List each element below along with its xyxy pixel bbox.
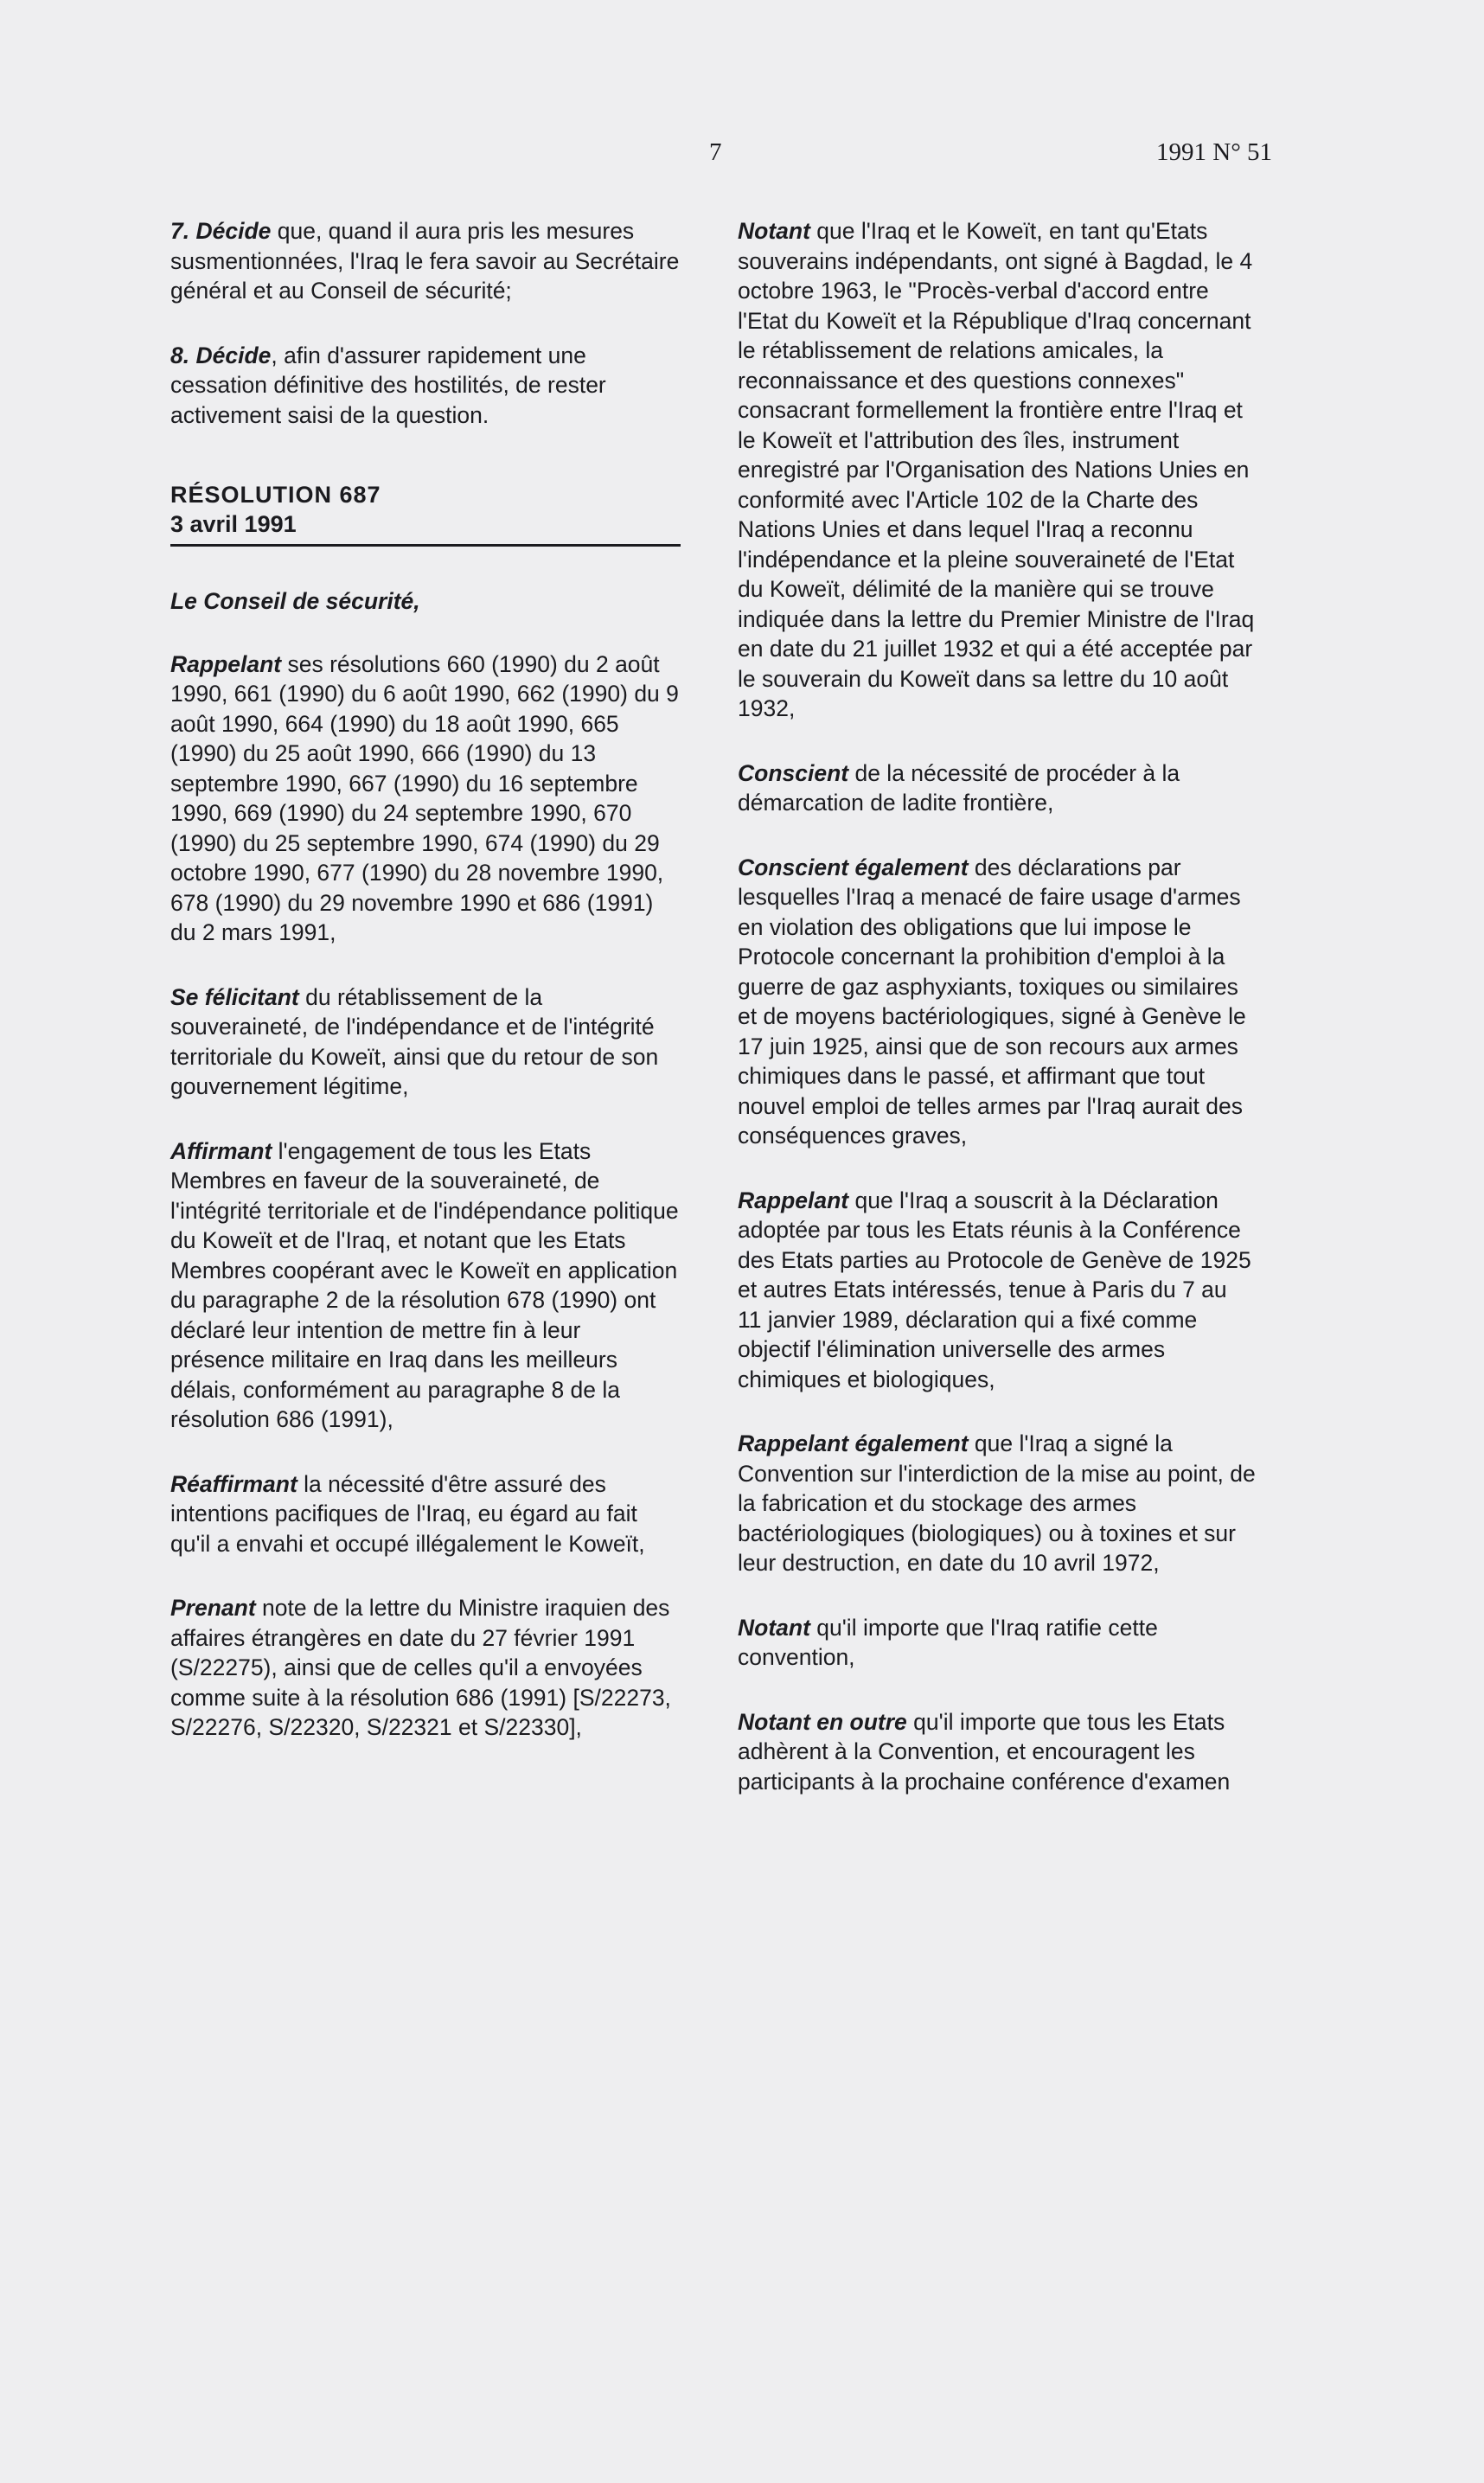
- paragraph-text: , afin d'assurer rapidement une cessation définitive des hostilités, de rester activement saisi de la question.: [170, 342, 606, 428]
- paragraph-text: de la nécessité de procéder à la démarcation de ladite frontière,: [738, 759, 1180, 816]
- paragraph-lead: Affirmant: [170, 1137, 272, 1164]
- paragraph-text: note de la lettre du Ministre iraquien des affaires étrangères en date du 27 février 1991 (S/22275), ainsi que de celles qu'il a envoyées comme suite à la résolution 686 (1991) [S/22273, S/22276, S/22320, S/22321 et S/22330],: [170, 1595, 671, 1740]
- paragraph-lead: Rappelant également: [738, 1430, 969, 1456]
- paragraph-lead: Conscient: [738, 759, 849, 786]
- paragraph-text: ses résolutions 660 (1990) du 2 août 1990, 661 (1990) du 6 août 1990, 662 (1990) du 9 août 1990, 664 (1990) du 18 août 1990, 665 (1990) du 25 août 1990, 666 (1990) du 13 septembre 1990, 667 (1990) du 16 septembre 1990, 669 (1990) du 24 septembre 1990, 670 (1990) du 25 septembre 1990, 674 (1990) du 29 octobre 1990, 677 (1990) du 28 novembre 1990, 678 (1990) du 29 novembre 1990 et 686 (1991) du 2 mars 1991,: [170, 650, 679, 945]
- paragraph-conscient: [738, 758, 1257, 818]
- paragraph-text: des déclarations par lesquelles l'Iraq a menacé de faire usage d'armes en violation des obligations que lui impose le Protocole concernant la prohibition d'emploi à la guerre de gaz asphyxiants, toxiques ou similaires et de moyens bactériologiques, signé à Genève le 17 juin 1925, ainsi que de son recours aux armes chimiques dans le passé, et affirmant que tout nouvel emploi de telles armes par l'Iraq aurait des conséquences graves,: [738, 854, 1246, 1149]
- paragraph-text: qu'il importe que tous les Etats adhèrent à la Convention, et encouragent les participants à la prochaine conférence d'examen: [738, 1708, 1231, 1795]
- paragraph-lead: Se félicitant: [170, 983, 299, 1010]
- paragraph-lead: Rappelant: [170, 650, 282, 677]
- page-number: 7: [709, 138, 722, 166]
- resolution-title: RÉSOLUTION 687: [170, 482, 381, 508]
- paragraph-lead: 8. Décide: [170, 342, 272, 368]
- paragraph-lead: Notant: [738, 1614, 810, 1641]
- paragraph-text: que l'Iraq a souscrit à la Déclaration adoptée par tous les Etats réunis à la Conférence des Etats parties au Protocole de Genève de 1925 et autres Etats intéressés, tenue à Paris du 7 au 11 janvier 1989, déclaration qui a fixé comme objectif l'élimination universelle des armes chimiques et biologiques,: [738, 1187, 1251, 1392]
- paragraph-text: que l'Iraq et le Koweït, en tant qu'Etats souverains indépendants, ont signé à Bagdad, le 4 octobre 1963, le "Procès-verbal d'accord entre l'Etat du Koweït et la République d'Iraq concernant le rétablissement de relations amicales, la reconnaissance et des questions connexes" consacrant formellement la frontière entre l'Iraq et le Koweït et l'attribution des îles, instrument enregistré par l'Organisation des Nations Unies en conformité avec l'Article 102 de la Charte des Nations Unies et dans lequel l'Iraq a reconnu l'indépendance et la pleine souveraineté de l'Etat du Koweït, délimité de la manière qui se trouve indiquée dans la lettre du Premier Ministre de l'Iraq en date du 21 juillet 1932 et qui a été acceptée par le souverain du Koweït dans sa lettre du 10 août 1932,: [738, 218, 1255, 721]
- paragraph-rappelant-egalement: [738, 1429, 1257, 1578]
- resolution-heading: [170, 480, 681, 547]
- paragraph-notant: [738, 216, 1257, 724]
- paragraph-conscient-egalement: [738, 853, 1257, 1151]
- opening-line: Le Conseil de sécurité,: [170, 588, 420, 614]
- paragraph-7-decide: [170, 216, 681, 306]
- paragraph-rappelant-declaration: [738, 1186, 1257, 1395]
- left-column: [170, 216, 681, 1777]
- paragraph-affirmant: [170, 1136, 681, 1435]
- paragraph-text: du rétablissement de la souveraineté, de l'indépendance et de l'intégrité territoriale du Koweït, ainsi que du retour de son gouvernement légitime,: [170, 983, 659, 1099]
- paragraph-lead: Rappelant: [738, 1187, 849, 1213]
- paragraph-prenant: [170, 1593, 681, 1743]
- paragraph-lead: 7. Décide: [170, 218, 272, 244]
- paragraph-text: que, quand il aura pris les mesures susmentionnées, l'Iraq le fera savoir au Secrétaire général et au Conseil de sécurité;: [170, 218, 680, 304]
- paragraph-8-decide: [170, 341, 681, 431]
- right-column: [738, 216, 1257, 1831]
- paragraph-text: qu'il importe que l'Iraq ratifie cette convention,: [738, 1614, 1158, 1670]
- paragraph-text: la nécessité d'être assuré des intentions pacifiques de l'Iraq, eu égard au fait qu'il a envahi et occupé illégalement le Koweït,: [170, 1470, 645, 1557]
- paragraph-notant-ratifie: [738, 1613, 1257, 1673]
- paragraph-rappelant: [170, 650, 681, 948]
- resolution-date: 3 avril 1991: [170, 511, 297, 537]
- paragraph-lead: Notant en outre: [738, 1708, 907, 1735]
- paragraph-lead: Prenant: [170, 1595, 256, 1621]
- paragraph-se-felicitant: [170, 982, 681, 1102]
- paragraph-reaffirmant: [170, 1469, 681, 1559]
- paragraph-text: l'engagement de tous les Etats Membres en faveur de la souveraineté, de l'intégrité territoriale et de l'indépendance politique du Koweït et de l'Iraq, et notant que les Etats Membres coopérant avec le Koweït en application du paragraphe 2 de la résolution 678 (1990) ont déclaré leur intention de mettre fin à leur présence militaire en Iraq dans les meilleurs délais, conformément au paragraphe 8 de la résolution 686 (1991),: [170, 1137, 679, 1432]
- paragraph-lead: Conscient également: [738, 854, 969, 880]
- paragraph-text: que l'Iraq a signé la Convention sur l'interdiction de la mise au point, de la fabrication et du stockage des armes bactériologiques (biologiques) ou à toxines et sur leur destruction, en date du 10 avril 1972,: [738, 1430, 1256, 1576]
- paragraph-notant-en-outre: [738, 1707, 1257, 1797]
- paragraph-lead: Notant: [738, 218, 810, 244]
- paragraph-lead: Réaffirmant: [170, 1470, 297, 1497]
- journal-reference: 1991 N° 51: [1156, 138, 1273, 166]
